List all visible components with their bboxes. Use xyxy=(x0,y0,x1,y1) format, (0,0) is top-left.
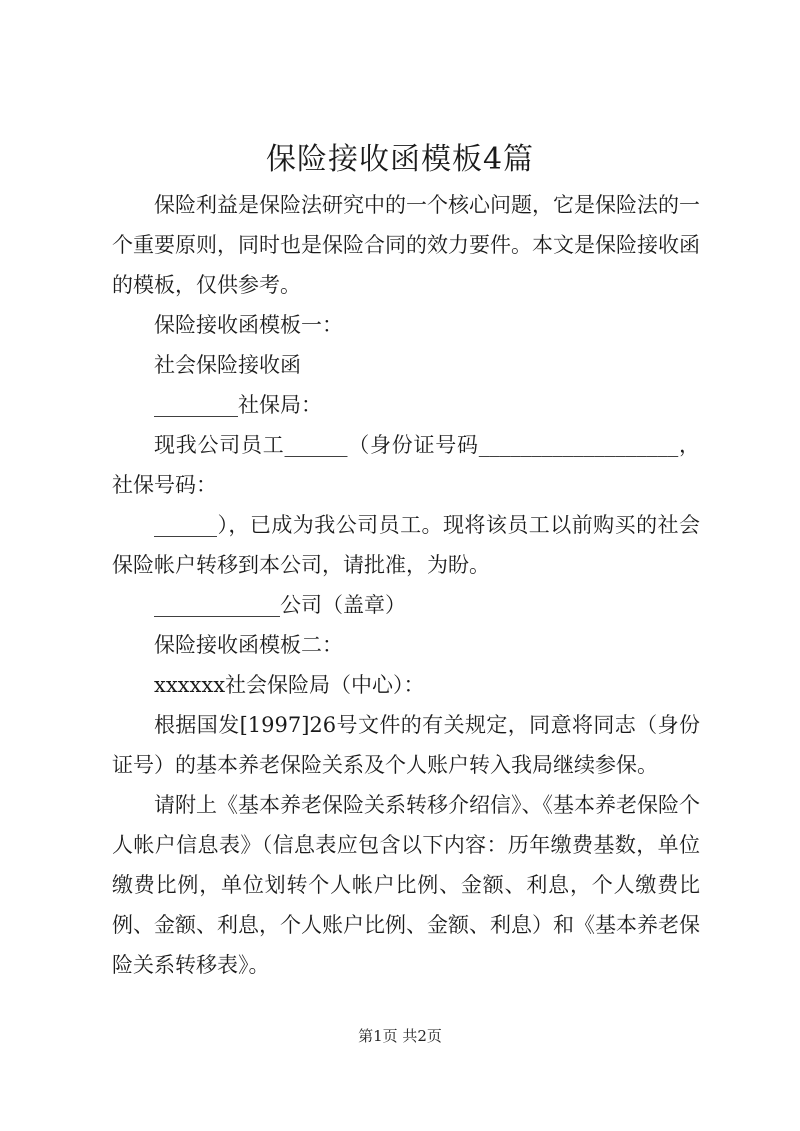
letter-title: 社会保险接收函 xyxy=(154,353,301,377)
attachments-paragraph: 请附上《基本养老保险关系转移介绍信》、《基本养老保险个人帐户信息表》（信息表应包含以下内容：历年缴费基数，单位缴费比例，单位划转个人帐户比例、金额、利息，个人缴费比例、金额、利息，个人账户比例、金额、利息）和《基本养老保险关系转移表》。 xyxy=(112,793,700,977)
company-seal-line: ____________公司（盖章） xyxy=(154,593,406,617)
document-body xyxy=(112,185,700,985)
page-number-footer: 第1页 共2页 xyxy=(358,1027,442,1045)
letter-salutation: ________社保局： xyxy=(154,393,322,417)
document-title: 保险接收函模板4篇 xyxy=(265,142,535,177)
template-two-heading: 保险接收函模板二： xyxy=(154,633,343,657)
employee-info-paragraph: 现我公司员工______（身份证号码___________________，社保号码： xyxy=(112,433,700,497)
bureau-salutation: xxxxxx社会保险局（中心）： xyxy=(154,673,425,697)
template-one-heading: 保险接收函模板一： xyxy=(154,313,343,337)
intro-paragraph: 保险利益是保险法研究中的一个核心问题，它是保险法的一个重要原则，同时也是保险合同的效力要件。本文是保险接收函的模板，仅供参考。 xyxy=(112,193,700,297)
regulation-paragraph: 根据国发[1997]26号文件的有关规定，同意将同志（身份证号）的基本养老保险关系及个人账户转入我局继续参保。 xyxy=(112,713,700,777)
transfer-request-paragraph: ______），已成为我公司员工。现将该员工以前购买的社会保险帐户转移到本公司，请批准，为盼。 xyxy=(112,513,700,577)
